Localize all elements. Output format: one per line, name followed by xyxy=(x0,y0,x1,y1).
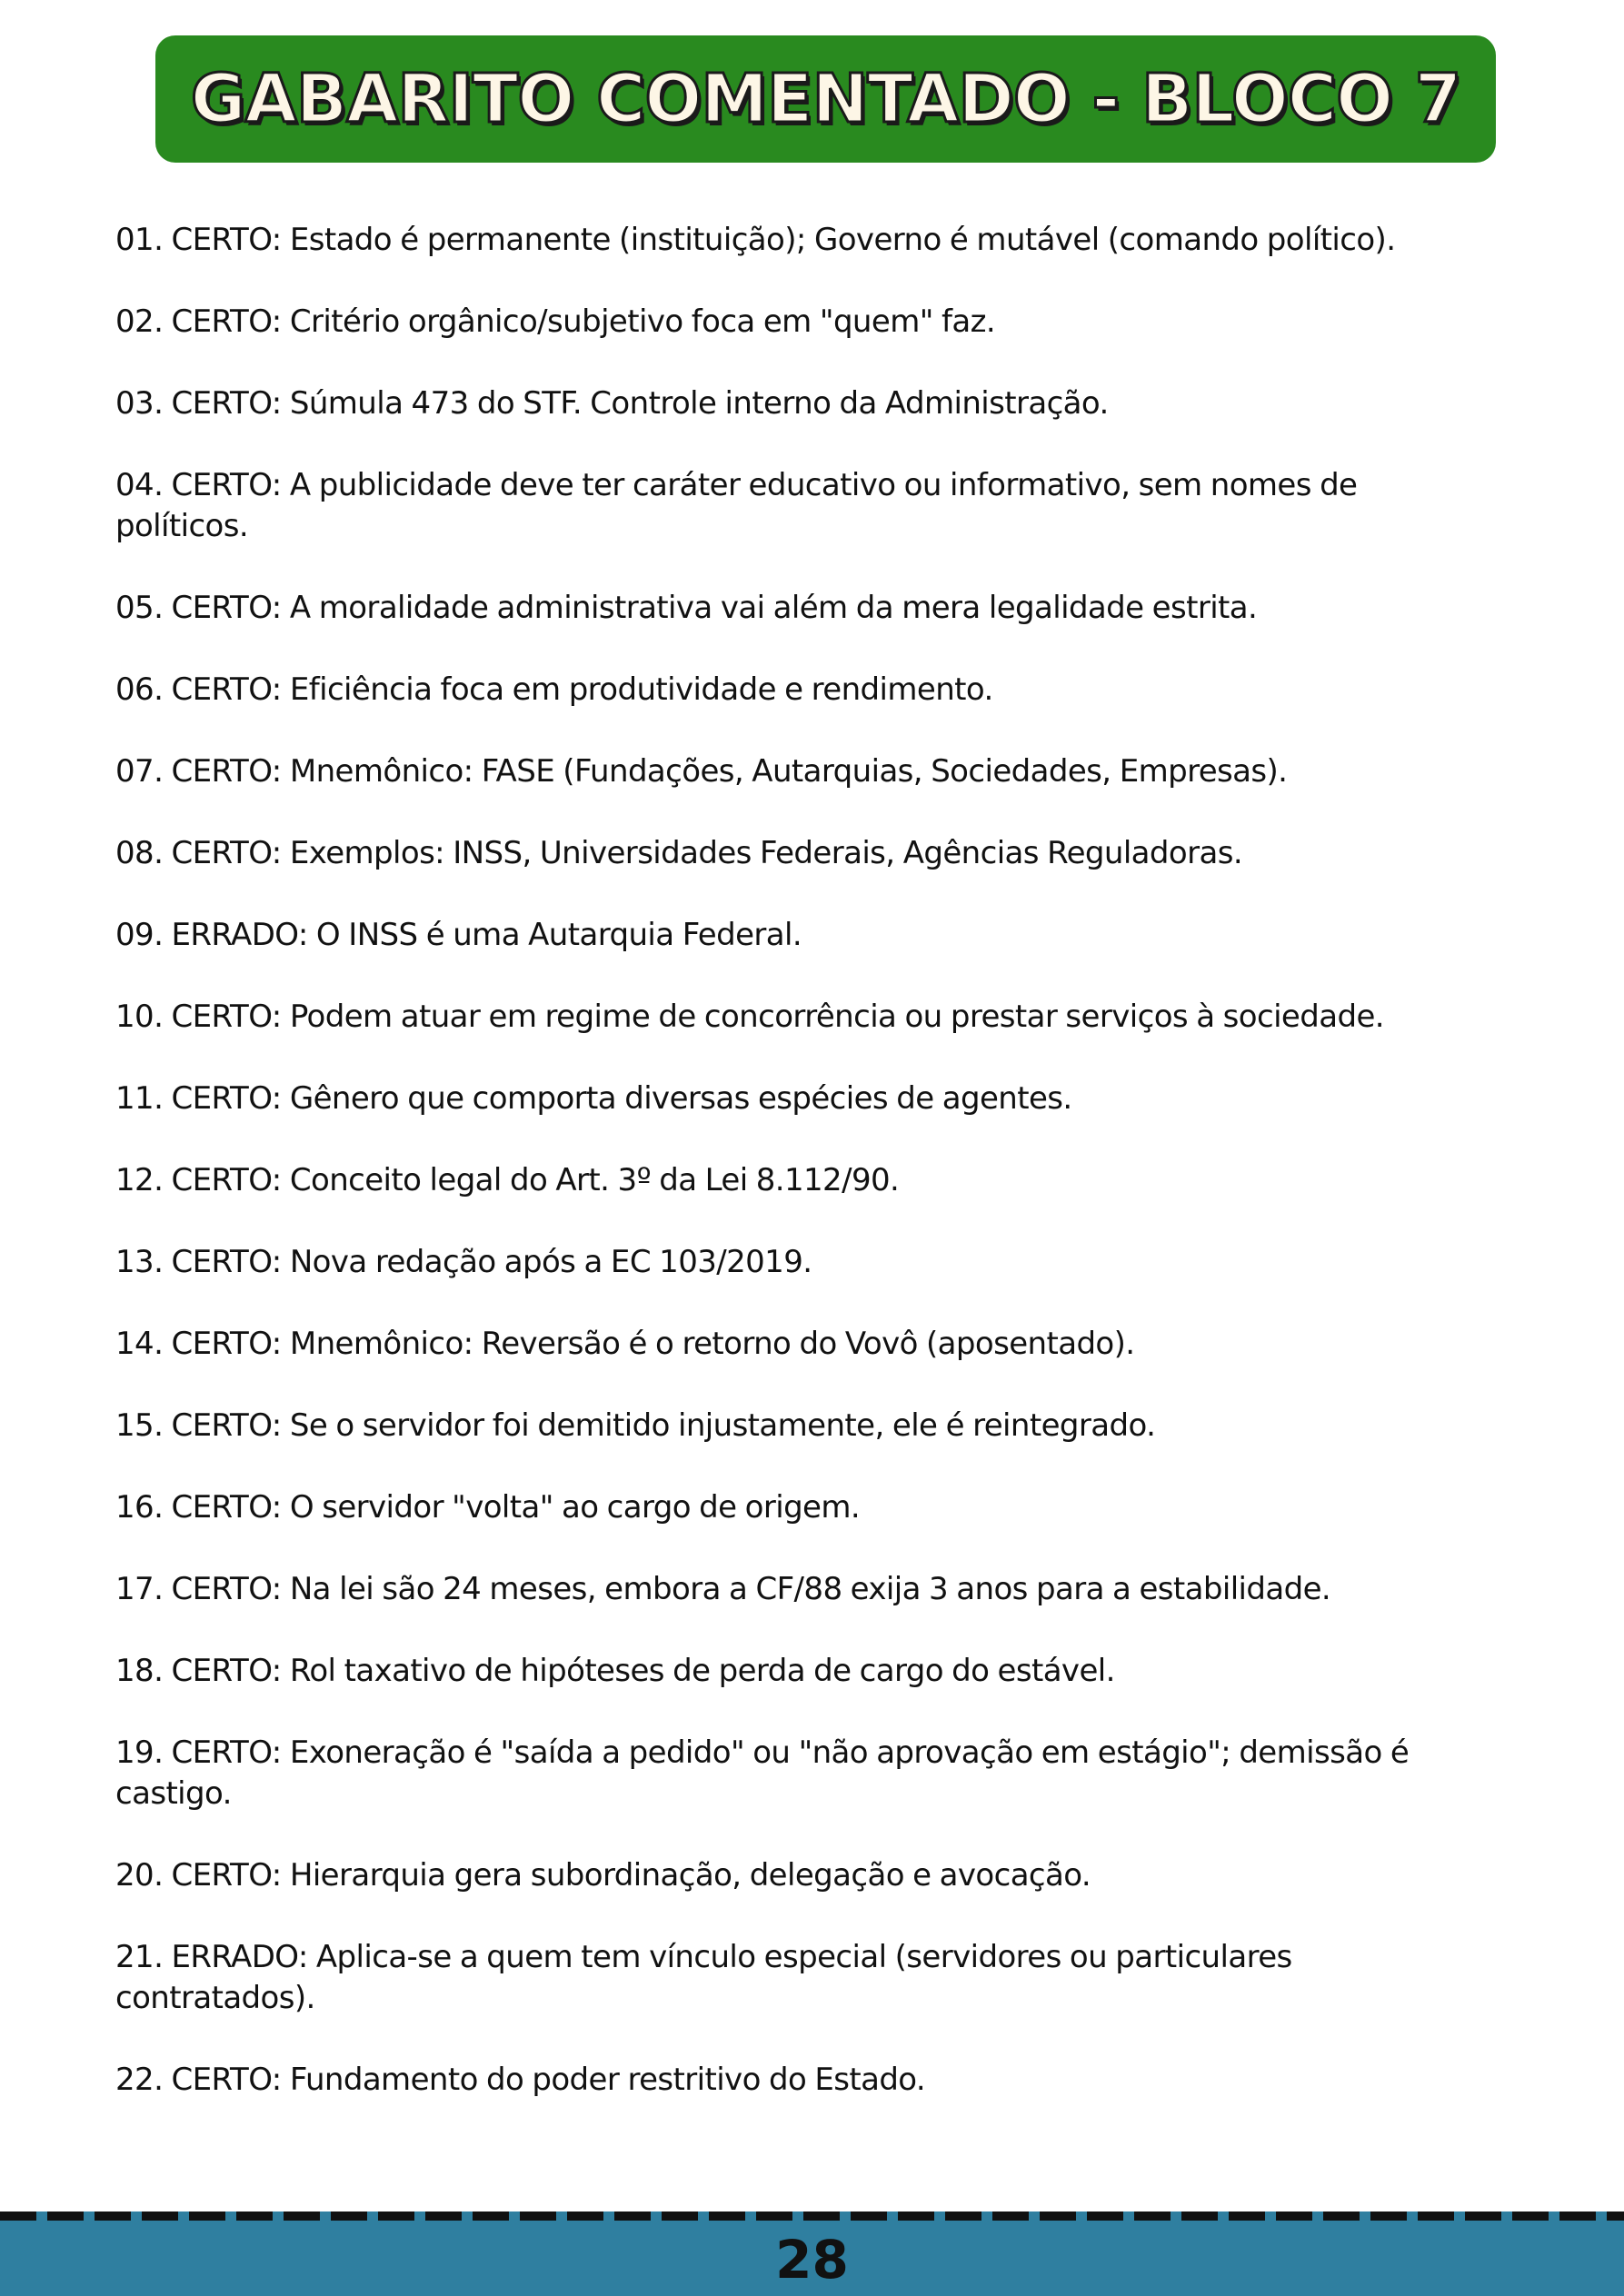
answer-item-14: 14. CERTO: Mnemônico: Reversão é o retorno do Vovô (aposentado). xyxy=(115,1326,1135,1362)
answer-item-19: 19. CERTO: Exoneração é "saída a pedido" ou "não aprovação em estágio"; demissão é castigo. xyxy=(115,1734,1410,1812)
footer-dashed-border xyxy=(0,2212,1624,2221)
answer-item-06: 06. CERTO: Eficiência foca em produtividade e rendimento. xyxy=(115,671,993,708)
answer-item-04: 04. CERTO: A publicidade deve ter caráter educativo ou informativo, sem nomes de políticos. xyxy=(115,467,1358,544)
answer-item-22: 22. CERTO: Fundamento do poder restritivo do Estado. xyxy=(115,2062,926,2098)
answer-item-17: 17. CERTO: Na lei são 24 meses, embora a CF/88 exija 3 anos para a estabilidade. xyxy=(115,1571,1331,1607)
answer-item-21: 21. ERRADO: Aplica-se a quem tem vínculo especial (servidores ou particulares contratados). xyxy=(115,1939,1292,2016)
answer-item-20: 20. CERTO: Hierarquia gera subordinação, delegação e avocação. xyxy=(115,1857,1091,1893)
answer-item-02: 02. CERTO: Critério orgânico/subjetivo foca em "quem" faz. xyxy=(115,303,996,340)
answer-item-08: 08. CERTO: Exemplos: INSS, Universidades Federais, Agências Reguladoras. xyxy=(115,835,1243,871)
answer-item-07: 07. CERTO: Mnemônico: FASE (Fundações, Autarquias, Sociedades, Empresas). xyxy=(115,753,1288,790)
answer-item-01: 01. CERTO: Estado é permanente (instituição); Governo é mutável (comando político). xyxy=(115,222,1396,258)
answer-item-16: 16. CERTO: O servidor "volta" ao cargo de origem. xyxy=(115,1489,861,1526)
answer-item-15: 15. CERTO: Se o servidor foi demitido injustamente, ele é reintegrado. xyxy=(115,1407,1156,1444)
answer-item-09: 09. ERRADO: O INSS é uma Autarquia Federal. xyxy=(115,917,802,953)
page-number: 28 xyxy=(775,2229,849,2291)
title-banner xyxy=(155,35,1496,163)
answer-item-12: 12. CERTO: Conceito legal do Art. 3º da Lei 8.112/90. xyxy=(115,1162,900,1198)
page-footer xyxy=(0,2212,1624,2296)
answer-list xyxy=(115,220,1460,2142)
answer-item-10: 10. CERTO: Podem atuar em regime de concorrência ou prestar serviços à sociedade. xyxy=(115,999,1384,1035)
page-title: GABARITO COMENTADO - BLOCO 7 xyxy=(190,60,1461,138)
answer-item-11: 11. CERTO: Gênero que comporta diversas espécies de agentes. xyxy=(115,1080,1072,1117)
answer-item-18: 18. CERTO: Rol taxativo de hipóteses de perda de cargo do estável. xyxy=(115,1653,1115,1689)
answer-item-03: 03. CERTO: Súmula 473 do STF. Controle interno da Administração. xyxy=(115,385,1109,422)
answer-item-13: 13. CERTO: Nova redação após a EC 103/2019. xyxy=(115,1244,812,1280)
answer-item-05: 05. CERTO: A moralidade administrativa vai além da mera legalidade estrita. xyxy=(115,590,1258,626)
